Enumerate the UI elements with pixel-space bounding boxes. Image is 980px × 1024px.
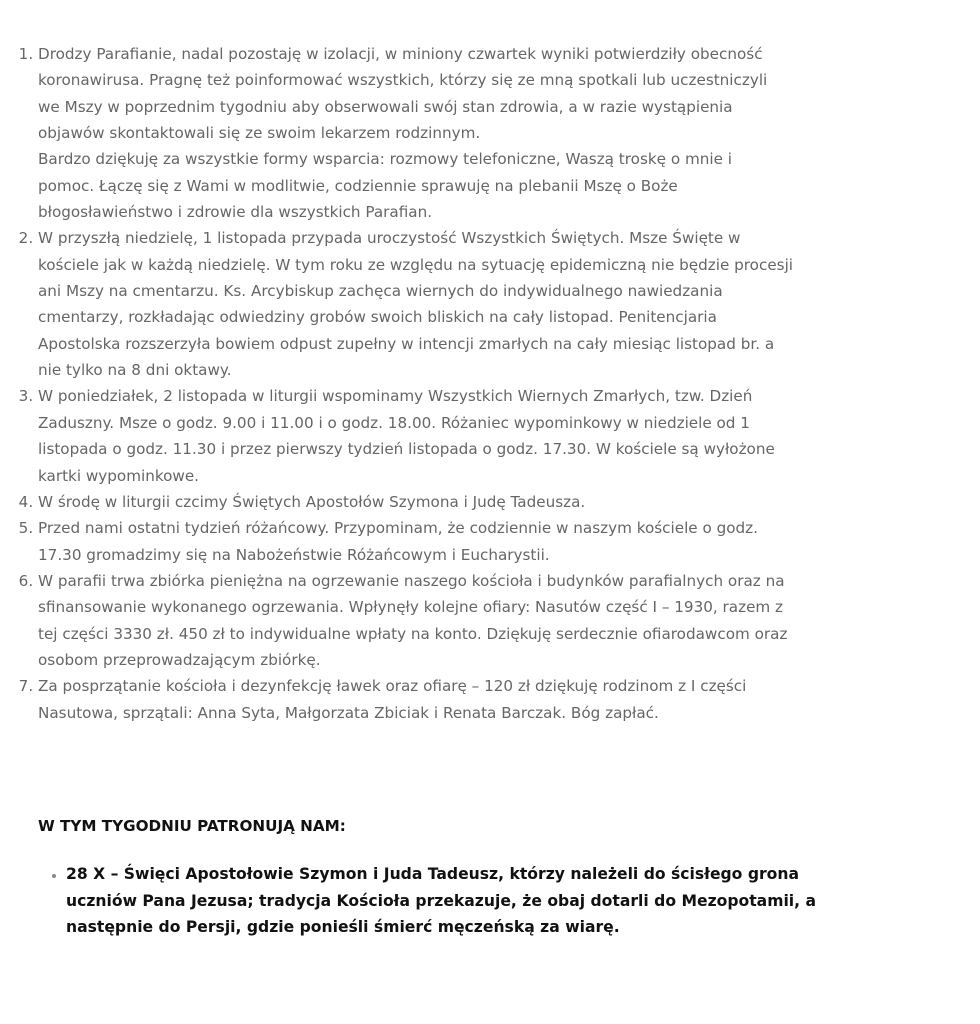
text-line: uczniów Pana Jezusa; tradycja Kościoła przekazuje, że obaj dotarli do Mezopotamii, a bbox=[66, 891, 817, 910]
text-line: osobom przeprowadzającym zbiórkę. bbox=[38, 650, 321, 669]
text-line: Zaduszny. Msze o godz. 9.00 i 11.00 i o godz. 18.00. Różaniec wypominkowy w niedziele od 1 bbox=[38, 413, 750, 432]
text-line: 1. Drodzy Parafianie, nadal pozostaję w izolacji, w miniony czwartek wyniki potwierdziły obecność bbox=[38, 45, 763, 63]
text-line: 5. Przed nami ostatni tydzień różańcowy. Przypominam, że codziennie w naszym kościele o godz. bbox=[38, 519, 758, 538]
text-line: 2. W przyszłą niedzielę, 1 listopada przypada uroczystość Wszystkich Świętych. Msze Święte w bbox=[38, 229, 741, 248]
notice-item bbox=[38, 489, 793, 515]
text-line: kościele jak w każdą niedzielę. W tym roku ze względu na sytuację epidemiczną nie będzie procesji bbox=[38, 255, 794, 274]
patrons-heading: W TYM TYGODNIU PATRONUJĄ NAM: bbox=[38, 817, 346, 835]
parish-notices-list bbox=[0, 41, 793, 726]
text-line: sfinansowanie wykonanego ogrzewania. Wpłynęły kolejne ofiary: Nasutów część I – 1930, razem z bbox=[38, 598, 784, 617]
text-line: • 28 X – Święci Apostołowie Szymon i Juda Tadeusz, którzy należeli do ścisłego grona bbox=[66, 865, 800, 883]
text-line: tej części 3330 zł. 450 zł to indywidualne wpłaty na konto. Dziękuję serdecznie ofiarodawcom oraz bbox=[38, 624, 788, 643]
text-line: ani Mszy na cmentarzu. Ks. Arcybiskup zachęca wiernych do indywidualnego nawiedzania bbox=[38, 282, 723, 301]
text-line: Apostolska rozszerzyła bowiem odpust zupełny w intencji zmarłych na cały miesiąc listopad br. a bbox=[38, 334, 775, 353]
text-line: 7. Za posprzątanie kościoła i dezynfekcję ławek oraz ofiarę – 120 zł dziękuję rodzinom z I części bbox=[38, 677, 747, 696]
text-line: 17.30 gromadzimy się na Nabożeństwie Różańcowym i Eucharystii. bbox=[38, 545, 550, 564]
patrons-list bbox=[0, 861, 816, 941]
text-line: objawów skontaktowali się ze swoim lekarzem rodzinnym. bbox=[38, 124, 481, 143]
text-line: pomoc. Łączę się z Wami w modlitwie, codziennie sprawuję na plebanii Mszę o Boże bbox=[38, 176, 678, 195]
text-line: 4. W środę w liturgii czcimy Świętych Apostołów Szymona i Judę Tadeusza. bbox=[38, 492, 586, 511]
notice-item bbox=[38, 41, 793, 225]
text-line: nie tylko na 8 dni oktawy. bbox=[38, 361, 232, 380]
text-line: cmentarzy, rozkładając odwiedziny grobów swoich bliskich na cały listopad. Penitencjaria bbox=[38, 308, 717, 327]
notice-item bbox=[38, 225, 793, 383]
text-line: we Mszy w poprzednim tygodniu aby obserwowali swój stan zdrowia, a w razie wystąpienia bbox=[38, 97, 733, 116]
text-line: 6. W parafii trwa zbiórka pieniężna na ogrzewanie naszego kościoła i budynków parafialnych oraz na bbox=[38, 571, 785, 590]
text-line: 3. W poniedziałek, 2 listopada w liturgii wspominamy Wszystkich Wiernych Zmarłych, tzw. Dzień bbox=[38, 387, 753, 406]
text-line: Bardzo dziękuję za wszystkie formy wsparcia: rozmowy telefoniczne, Waszą troskę o mnie i bbox=[38, 150, 732, 169]
notice-item bbox=[38, 673, 793, 726]
text-line: koronawirusa. Pragnę też poinformować wszystkich, którzy się ze mną spotkali lub uczestniczyli bbox=[38, 71, 768, 90]
notice-item bbox=[38, 515, 793, 568]
text-line: listopada o godz. 11.30 i przez pierwszy tydzień listopada o godz. 17.30. W kościele są wyłożone bbox=[38, 440, 775, 459]
text-line: następnie do Persji, gdzie ponieśli śmierć męczeńską za wiarę. bbox=[66, 918, 620, 936]
patron-item bbox=[66, 861, 816, 941]
text-line: błogosławieństwo i zdrowie dla wszystkich Parafian. bbox=[38, 203, 433, 222]
text-line: kartki wypominkowe. bbox=[38, 466, 199, 485]
notice-item bbox=[38, 568, 793, 673]
notice-item bbox=[38, 383, 793, 488]
text-line: Nasutowa, sprzątali: Anna Syta, Małgorzata Zbiciak i Renata Barczak. Bóg zapłać. bbox=[38, 703, 659, 722]
